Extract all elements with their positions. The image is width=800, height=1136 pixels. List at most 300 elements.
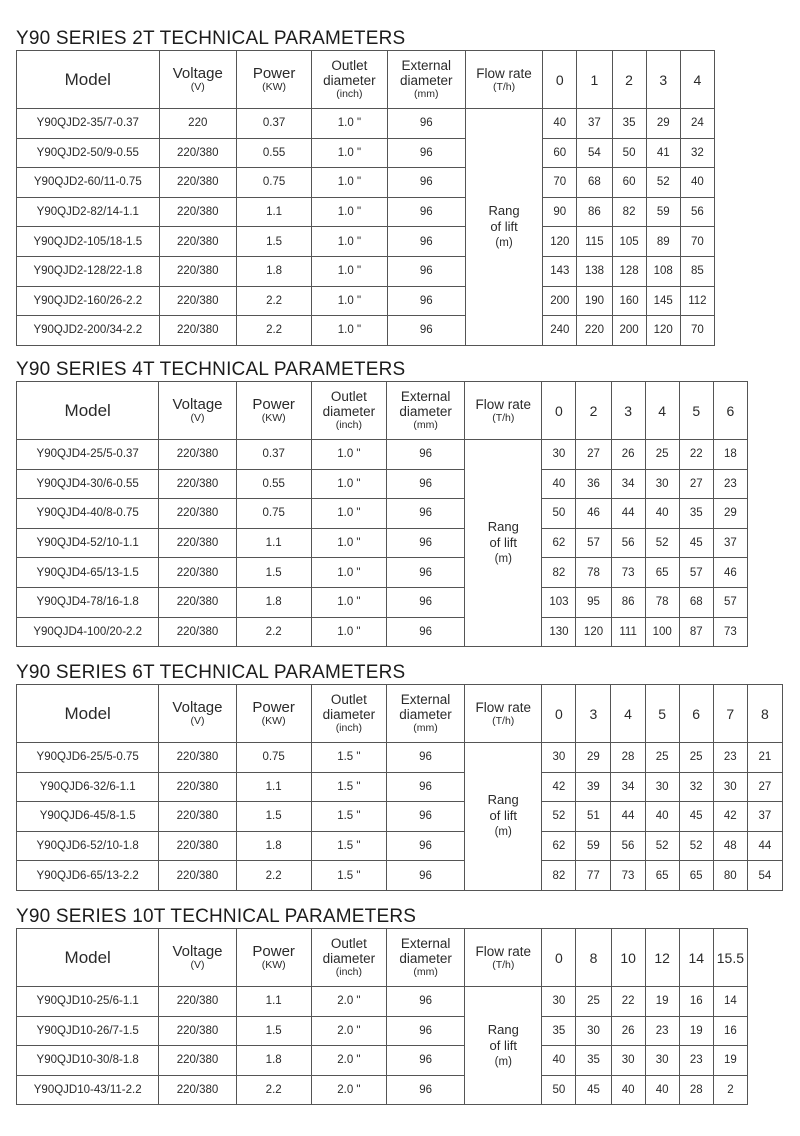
cell-lift: 56	[680, 197, 714, 227]
table-row	[17, 109, 715, 139]
cell-lift: 18	[713, 440, 747, 470]
cell-lift: 57	[576, 528, 611, 558]
cell-lift: 78	[645, 587, 679, 617]
cell-external: 96	[386, 617, 464, 647]
cell-power: 1.5	[236, 1016, 311, 1046]
header-flow-rate-unit: (T/h)	[492, 80, 516, 93]
header-model	[17, 929, 159, 987]
section-title: Y90 SERIES 2T TECHNICAL PARAMETERS	[16, 28, 406, 49]
cell-external: 96	[387, 109, 465, 139]
header-external-label: External	[400, 936, 451, 951]
table-row	[17, 316, 715, 346]
cell-lift: 19	[645, 987, 679, 1017]
cell-outlet: 1.5 "	[311, 802, 386, 832]
header-flow-value: 4	[680, 51, 714, 109]
header-external-label: External	[401, 58, 451, 73]
cell-lift: 52	[645, 528, 679, 558]
cell-outlet: 2.0 "	[311, 987, 386, 1017]
cell-voltage: 220/380	[159, 528, 236, 558]
cell-lift: 62	[542, 528, 576, 558]
cell-lift: 50	[542, 1075, 576, 1105]
header-outlet-label: Outlet	[330, 936, 367, 951]
header-voltage-unit: (V)	[190, 958, 205, 971]
table-row	[17, 831, 783, 861]
cell-lift: 160	[612, 286, 646, 316]
cell-external: 96	[386, 831, 464, 861]
cell-external: 96	[387, 197, 465, 227]
cell-lift: 40	[645, 802, 679, 832]
table-body	[17, 743, 783, 891]
cell-lift: 19	[679, 1016, 713, 1046]
cell-lift: 51	[576, 802, 611, 832]
cell-power: 0.75	[236, 743, 311, 773]
cell-power: 0.55	[236, 138, 311, 168]
cell-model: Y90QJD10-30/8-1.8	[17, 1046, 159, 1076]
cell-power: 2.2	[236, 316, 311, 346]
header-flow-value: 10	[611, 929, 645, 987]
cell-model: Y90QJD10-43/11-2.2	[17, 1075, 159, 1105]
cell-lift: 89	[646, 227, 680, 257]
table-body	[17, 440, 748, 647]
cell-lift: 145	[646, 286, 680, 316]
cell-external: 96	[386, 1016, 464, 1046]
table-row	[17, 256, 715, 286]
cell-outlet: 1.0 "	[312, 138, 387, 168]
header-external-unit: (mm)	[413, 419, 438, 431]
table-row	[17, 802, 783, 832]
cell-lift: 35	[612, 109, 646, 139]
cell-lift: 200	[612, 316, 646, 346]
cell-lift: 24	[680, 109, 714, 139]
header-external-label: External	[400, 389, 451, 404]
cell-outlet: 1.0 "	[311, 469, 386, 499]
cell-lift: 68	[679, 587, 713, 617]
cell-model: Y90QJD4-100/20-2.2	[17, 617, 159, 647]
cell-lift: 42	[713, 802, 747, 832]
header-flow-value: 5	[679, 382, 713, 440]
cell-lift: 22	[611, 987, 645, 1017]
header-outlet-label-2: diameter	[322, 951, 376, 966]
header-outlet-unit: (inch)	[336, 88, 363, 100]
header-flow-rate	[465, 685, 542, 743]
cell-lift: 52	[646, 168, 680, 198]
header-external	[386, 929, 464, 987]
cell-lift: 77	[576, 861, 611, 891]
cell-lift: 65	[645, 558, 679, 588]
header-power-unit: (KW)	[261, 714, 286, 727]
cell-lift: 44	[611, 802, 645, 832]
header-power	[236, 929, 311, 987]
header-external	[386, 685, 464, 743]
header-external-label-2: diameter	[399, 404, 452, 419]
cell-lift: 100	[645, 617, 679, 647]
cell-outlet: 1.0 "	[312, 256, 387, 286]
cell-external: 96	[386, 802, 464, 832]
header-flow-rate-unit: (T/h)	[492, 958, 515, 971]
cell-outlet: 1.0 "	[311, 528, 386, 558]
cell-lift: 240	[543, 316, 577, 346]
cell-lift: 23	[713, 469, 747, 499]
cell-lift: 52	[645, 831, 679, 861]
cell-model: Y90QJD4-25/5-0.37	[17, 440, 159, 470]
cell-power: 0.37	[236, 440, 311, 470]
cell-lift: 68	[577, 168, 612, 198]
header-flow-value: 0	[542, 685, 576, 743]
cell-lift: 56	[611, 528, 645, 558]
cell-lift: 86	[577, 197, 612, 227]
spec-table	[16, 381, 748, 647]
cell-lift: 29	[576, 743, 611, 773]
header-model-label: Model	[64, 703, 111, 723]
header-outlet-label: Outlet	[331, 58, 368, 73]
cell-lift: 128	[612, 256, 646, 286]
header-voltage-unit: (V)	[190, 714, 205, 727]
cell-outlet: 1.0 "	[311, 617, 386, 647]
header-flow-value: 5	[645, 685, 679, 743]
cell-model: Y90QJD6-25/5-0.75	[17, 743, 159, 773]
cell-outlet: 1.0 "	[312, 109, 387, 139]
cell-external: 96	[386, 469, 464, 499]
lift-range-label	[465, 109, 542, 346]
cell-outlet: 1.5 "	[311, 743, 386, 773]
cell-lift: 130	[542, 617, 576, 647]
header-outlet-label-2: diameter	[323, 73, 376, 88]
cell-lift: 23	[645, 1016, 679, 1046]
table-body	[17, 987, 748, 1105]
header-flow-value: 4	[611, 685, 645, 743]
cell-voltage: 220/380	[159, 316, 236, 346]
lift-label-1: Rang	[487, 792, 519, 808]
cell-outlet: 2.0 "	[311, 1075, 386, 1105]
lift-label-unit: (m)	[494, 553, 512, 566]
cell-model: Y90QJD2-200/34-2.2	[17, 316, 160, 346]
header-external-unit: (mm)	[413, 966, 438, 978]
cell-lift: 45	[576, 1075, 611, 1105]
cell-outlet: 1.0 "	[312, 286, 387, 316]
cell-voltage: 220/380	[159, 802, 236, 832]
cell-lift: 25	[576, 987, 611, 1017]
cell-voltage: 220/380	[159, 1075, 236, 1105]
table-row	[17, 227, 715, 257]
header-flow-value: 1	[577, 51, 612, 109]
cell-external: 96	[386, 528, 464, 558]
cell-outlet: 1.0 "	[312, 168, 387, 198]
cell-model: Y90QJD10-26/7-1.5	[17, 1016, 159, 1046]
cell-voltage: 220/380	[159, 558, 236, 588]
cell-lift: 45	[679, 528, 713, 558]
cell-lift: 37	[713, 528, 747, 558]
cell-model: Y90QJD4-78/16-1.8	[17, 587, 159, 617]
cell-model: Y90QJD4-65/13-1.5	[17, 558, 159, 588]
cell-lift: 138	[577, 256, 612, 286]
cell-lift: 26	[611, 1016, 645, 1046]
header-voltage-unit: (V)	[190, 80, 205, 93]
cell-model: Y90QJD4-40/8-0.75	[17, 499, 159, 529]
cell-outlet: 1.0 "	[312, 197, 387, 227]
header-flow-value: 2	[612, 51, 646, 109]
cell-lift: 30	[611, 1046, 645, 1076]
cell-lift: 40	[645, 499, 679, 529]
header-flow-value: 0	[542, 382, 576, 440]
section-title: Y90 SERIES 6T TECHNICAL PARAMETERS	[16, 662, 406, 683]
cell-external: 96	[387, 138, 465, 168]
cell-lift: 40	[543, 109, 577, 139]
cell-lift: 22	[679, 440, 713, 470]
cell-power: 2.2	[236, 617, 311, 647]
cell-lift: 60	[612, 168, 646, 198]
header-external-label-2: diameter	[399, 951, 452, 966]
lift-range-label	[465, 743, 542, 891]
header-model	[17, 51, 160, 109]
section-6t	[16, 662, 783, 891]
cell-model: Y90QJD2-50/9-0.55	[17, 138, 160, 168]
cell-lift: 34	[611, 772, 645, 802]
cell-external: 96	[387, 168, 465, 198]
table-row	[17, 469, 748, 499]
cell-voltage: 220/380	[159, 987, 236, 1017]
cell-lift: 54	[577, 138, 612, 168]
cell-voltage: 220/380	[159, 168, 236, 198]
cell-lift: 200	[543, 286, 577, 316]
cell-power: 0.55	[236, 469, 311, 499]
header-flow-value: 8	[747, 685, 782, 743]
cell-model: Y90QJD10-25/6-1.1	[17, 987, 159, 1017]
table-row	[17, 499, 748, 529]
cell-external: 96	[387, 316, 465, 346]
cell-lift: 28	[611, 743, 645, 773]
cell-lift: 46	[713, 558, 747, 588]
cell-lift: 23	[679, 1046, 713, 1076]
header-external	[386, 382, 464, 440]
cell-outlet: 1.5 "	[311, 831, 386, 861]
header-voltage-label: Voltage	[172, 698, 223, 716]
cell-lift: 37	[747, 802, 782, 832]
header-power	[236, 51, 311, 109]
header-power-label: Power	[252, 942, 295, 960]
cell-lift: 65	[645, 861, 679, 891]
header-outlet-label-2: diameter	[322, 707, 376, 722]
cell-lift: 108	[646, 256, 680, 286]
header-outlet-label: Outlet	[330, 389, 367, 404]
table-row	[17, 743, 783, 773]
cell-lift: 59	[576, 831, 611, 861]
cell-lift: 87	[679, 617, 713, 647]
cell-power: 1.5	[236, 558, 311, 588]
cell-lift: 37	[577, 109, 612, 139]
cell-voltage: 220/380	[159, 138, 236, 168]
table-row	[17, 617, 748, 647]
cell-voltage: 220/380	[159, 440, 236, 470]
header-power-unit: (KW)	[262, 80, 287, 93]
cell-outlet: 1.0 "	[311, 440, 386, 470]
lift-label-unit: (m)	[495, 236, 513, 249]
cell-lift: 34	[611, 469, 645, 499]
cell-lift: 190	[577, 286, 612, 316]
cell-model: Y90QJD2-105/18-1.5	[17, 227, 160, 257]
table-row	[17, 558, 748, 588]
lift-label-2: of lift	[489, 1037, 518, 1053]
lift-label-1: Rang	[487, 519, 519, 535]
header-outlet	[311, 929, 386, 987]
cell-lift: 41	[646, 138, 680, 168]
cell-model: Y90QJD2-82/14-1.1	[17, 197, 160, 227]
cell-lift: 40	[680, 168, 714, 198]
header-external-label: External	[400, 692, 451, 707]
header-external-label-2: diameter	[399, 73, 453, 88]
cell-lift: 70	[543, 168, 577, 198]
header-flow-value: 4	[645, 382, 679, 440]
header-row	[17, 685, 783, 743]
cell-power: 0.75	[236, 168, 311, 198]
header-outlet-unit: (inch)	[335, 966, 363, 978]
cell-power: 2.2	[236, 286, 311, 316]
header-model	[17, 685, 159, 743]
cell-lift: 27	[576, 440, 611, 470]
cell-model: Y90QJD6-32/6-1.1	[17, 772, 159, 802]
cell-lift: 70	[680, 316, 714, 346]
cell-external: 96	[386, 1046, 464, 1076]
cell-lift: 30	[542, 440, 576, 470]
cell-lift: 143	[543, 256, 577, 286]
cell-lift: 27	[679, 469, 713, 499]
cell-external: 96	[386, 440, 464, 470]
cell-external: 96	[386, 558, 464, 588]
cell-lift: 30	[542, 987, 576, 1017]
cell-external: 96	[386, 499, 464, 529]
spec-table	[16, 50, 715, 346]
cell-lift: 14	[713, 987, 747, 1017]
cell-external: 96	[387, 286, 465, 316]
table-header	[17, 51, 715, 109]
cell-lift: 28	[679, 1075, 713, 1105]
section-2t	[16, 28, 715, 346]
cell-lift: 30	[645, 469, 679, 499]
cell-external: 96	[386, 1075, 464, 1105]
cell-power: 1.8	[236, 587, 311, 617]
cell-lift: 36	[576, 469, 611, 499]
cell-voltage: 220/380	[159, 286, 236, 316]
lift-label-2: of lift	[490, 218, 518, 234]
cell-lift: 19	[713, 1046, 747, 1076]
cell-power: 1.8	[236, 1046, 311, 1076]
cell-power: 1.1	[236, 772, 311, 802]
header-outlet	[311, 685, 386, 743]
cell-lift: 52	[542, 802, 576, 832]
cell-external: 96	[386, 743, 464, 773]
header-power-label: Power	[252, 698, 295, 716]
table-row	[17, 1075, 748, 1105]
header-flow-rate-label: Flow rate	[476, 65, 532, 81]
cell-lift: 80	[713, 861, 747, 891]
header-flow-rate-label: Flow rate	[475, 943, 532, 959]
cell-lift: 25	[679, 743, 713, 773]
cell-lift: 70	[680, 227, 714, 257]
lift-label-2: of lift	[489, 808, 517, 824]
header-voltage	[159, 51, 236, 109]
cell-lift: 73	[611, 558, 645, 588]
header-flow-value: 3	[646, 51, 680, 109]
cell-voltage: 220/380	[159, 227, 236, 257]
table-row	[17, 1016, 748, 1046]
cell-lift: 90	[543, 197, 577, 227]
cell-lift: 56	[611, 831, 645, 861]
cell-lift: 50	[612, 138, 646, 168]
cell-lift: 40	[611, 1075, 645, 1105]
cell-lift: 59	[646, 197, 680, 227]
section-title: Y90 SERIES 4T TECHNICAL PARAMETERS	[16, 359, 406, 380]
cell-lift: 30	[645, 1046, 679, 1076]
table-row	[17, 861, 783, 891]
cell-lift: 103	[542, 587, 576, 617]
cell-lift: 50	[542, 499, 576, 529]
header-flow-rate	[465, 382, 542, 440]
cell-lift: 115	[577, 227, 612, 257]
header-voltage	[159, 685, 236, 743]
header-power-label: Power	[252, 395, 295, 413]
header-external-unit: (mm)	[413, 722, 438, 734]
cell-lift: 220	[577, 316, 612, 346]
cell-lift: 57	[713, 587, 747, 617]
cell-outlet: 1.5 "	[311, 861, 386, 891]
cell-lift: 23	[713, 743, 747, 773]
header-model-label: Model	[64, 947, 111, 967]
section-title: Y90 SERIES 10T TECHNICAL PARAMETERS	[16, 906, 417, 927]
cell-outlet: 1.0 "	[311, 558, 386, 588]
header-row	[17, 382, 748, 440]
header-row	[17, 929, 748, 987]
header-outlet-label: Outlet	[330, 692, 367, 707]
header-model-label: Model	[64, 400, 111, 420]
header-flow-rate	[465, 51, 542, 109]
cell-voltage: 220/380	[159, 617, 236, 647]
table-header	[17, 382, 748, 440]
cell-lift: 39	[576, 772, 611, 802]
header-flow-rate-unit: (T/h)	[492, 411, 515, 424]
cell-power: 1.1	[236, 528, 311, 558]
header-flow-value: 3	[576, 685, 611, 743]
table-row	[17, 772, 783, 802]
cell-voltage: 220/380	[159, 831, 236, 861]
cell-voltage: 220/380	[159, 1016, 236, 1046]
header-flow-value: 6	[713, 382, 747, 440]
cell-voltage: 220/380	[159, 861, 236, 891]
cell-lift: 48	[713, 831, 747, 861]
cell-voltage: 220/380	[159, 772, 236, 802]
cell-external: 96	[387, 256, 465, 286]
header-power-unit: (KW)	[261, 958, 286, 971]
table-row	[17, 168, 715, 198]
cell-outlet: 2.0 "	[311, 1016, 386, 1046]
header-external-label-2: diameter	[399, 707, 452, 722]
header-power	[236, 382, 311, 440]
header-outlet	[311, 382, 386, 440]
cell-lift: 73	[713, 617, 747, 647]
cell-lift: 105	[612, 227, 646, 257]
cell-outlet: 1.0 "	[311, 499, 386, 529]
header-voltage	[159, 929, 236, 987]
header-outlet-unit: (inch)	[335, 722, 362, 734]
table-row	[17, 197, 715, 227]
header-outlet-unit: (inch)	[335, 419, 363, 431]
cell-lift: 82	[542, 861, 576, 891]
table-row	[17, 440, 748, 470]
cell-lift: 52	[679, 831, 713, 861]
cell-lift: 25	[645, 743, 679, 773]
cell-lift: 40	[542, 1046, 576, 1076]
cell-power: 1.1	[236, 197, 311, 227]
header-flow-value: 3	[611, 382, 645, 440]
cell-lift: 29	[646, 109, 680, 139]
